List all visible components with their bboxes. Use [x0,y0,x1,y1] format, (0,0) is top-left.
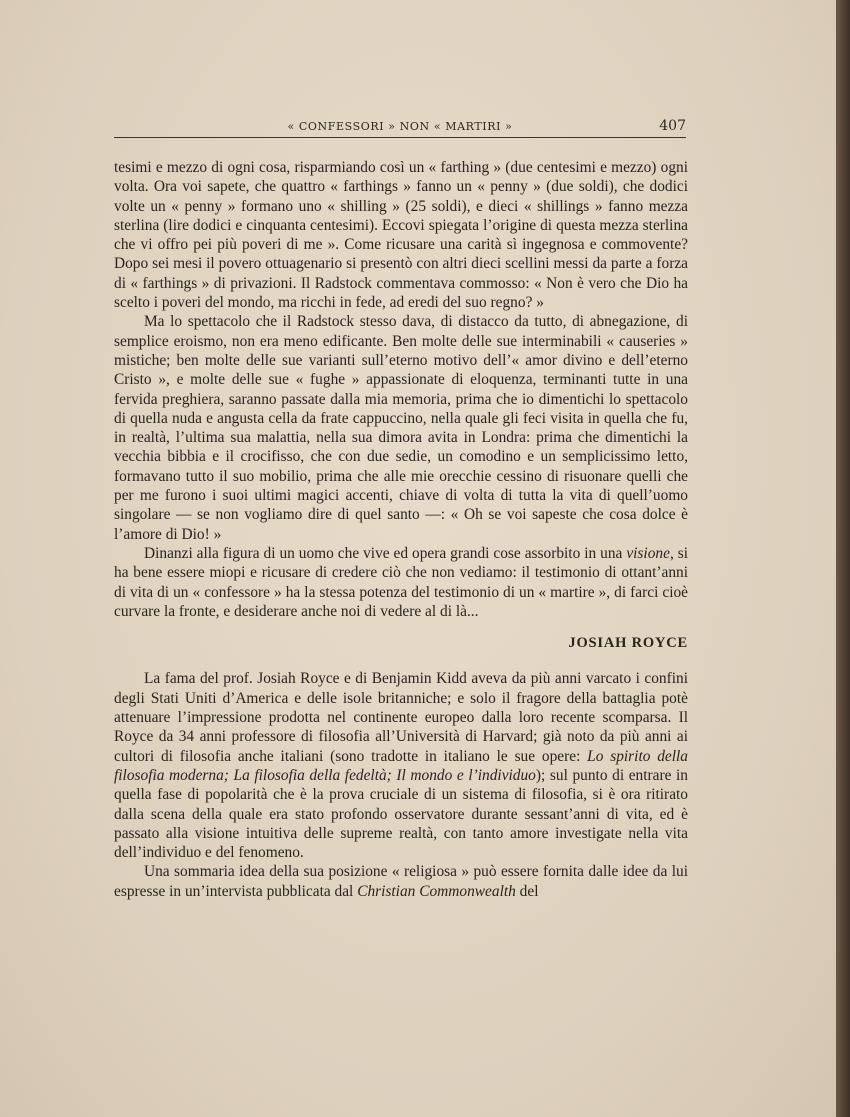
paragraph-text: ); sul punto di entrare in quella fase di popolarità che è la prova cruciale di un sistema di filosofia, si è ora ritirato dalla scena della quale era stato profondo osservatore durante sessant’anni di vita, ed è passato alla visione intuitiva delle supreme realtà, con tanto amore investigate nella vita dell’individuo e del fenomeno. [114,766,688,862]
paragraph-text: Una sommaria idea della sua posizione « religiosa » può essere fornita dalle idee da lui espresse in un’intervista pubblicata dal [114,863,688,900]
running-head: « CONFESSORI » NON « MARTIRI » [287,120,513,133]
section-title: JOSIAH ROYCE [568,635,688,652]
paragraph [114,862,688,901]
book-spine-edge [836,0,850,1117]
paragraph: Ma lo spettacolo che il Radstock stesso dava, di distacco da tutto, di abnegazione, di semplice eroismo, non era meno edificante. Ben molte delle sue interminabili « causeries » mistiche; ben molte delle sue varianti sull’eterno motivo dell’« amor divino e dell’eterno Cristo », e molte delle sue « fughe » appassionate di eloquenza, terminanti tutte in una fervida preghiera, saranno passate dalla mia memoria, prima che io dimentichi lo spettacolo di quella nuda e angusta cella da frate cappuccino, nella quale gli feci visita in quella che fu, in realtà, l’ultima sua malattia, nella sua dimora avita in Londra: prima che dimentichi la vecchia bibbia e il crocifisso, che con due sedie, un comodino e un semplicissimo letto, formavano tutto il suo mobilio, prima che alle mie orecchie cessino di risuonare quelli che per me furono i suoi ultimi magici accenti, chiave di volta di tutta la vita di quell’uomo singolare — se non vogliamo dire di quel santo —: « Oh se voi sapeste che cosa dolce è l’amore di Dio! » [114,313,688,543]
page-header [114,117,686,138]
paragraph: tesimi e mezzo di ogni cosa, risparmiando così un « farthing » (due centesimi e mezzo) ogni volta. Ora voi sapete, che quattro « farthings » fanno un « penny » (due soldi), che dodici volte un « penny » formano uno « shilling » (25 soldi), e dieci « shillings » fanno mezza sterlina (lire dodici e cinquanta centesimi). Eccovi spiegata l’origine di questa mezza sterlina che vi offro pei più poveri di me ». Come ricusare una carità sì ingegnosa e commovente? Dopo sei mesi il povero ottuagenario si presentò con altri dieci scellini messi da parte a forza di « farthings » di privazioni. Il Radstock commentava commosso: « Non è vero che Dio ha scelto i poveri del mondo, ma ricchi in fede, ad eredi del suo regno? » [114,159,688,312]
italic-publication: Christian Commonwealth [357,882,516,900]
paragraph-text: Dinanzi alla figura di un uomo che vive ed opera grandi cose assorbito in una [144,544,627,562]
paragraph-text: del [515,882,539,900]
paragraph-text: La fama del prof. Josiah Royce e di Benjamin Kidd aveva da più anni varcato i confini degli Stati Uniti d’America e delle isole britanniche; e solo il fragore della battaglia potè attenuare l’impressione prodotta nel continente europeo dalla loro recente scomparsa. Il Royce da 34 anni professore di filosofia all’Università di Harvard; già noto da più anni ai cultori di filosofia anche italiani (sono tradotte in italiano le sue opere: [114,670,688,765]
page-body [114,158,688,901]
paragraph [114,669,688,862]
paragraph [114,544,688,621]
page-number: 407 [659,118,686,134]
italic-book-titles: Lo spirito della filosofia moderna; La filosofia della fedeltà; Il mondo e l’individuo [114,747,688,784]
italic-text: visione [626,544,670,562]
paragraph-text: , si ha bene essere miopi e ricusare di credere ciò che non vediamo: il testimonio di ottant’anni di vita di un « confessore » ha la stessa potenza del testimonio di un « martire », di farci cioè curvare la fronte, e desiderare anche noi di vedere al di là... [114,544,688,620]
